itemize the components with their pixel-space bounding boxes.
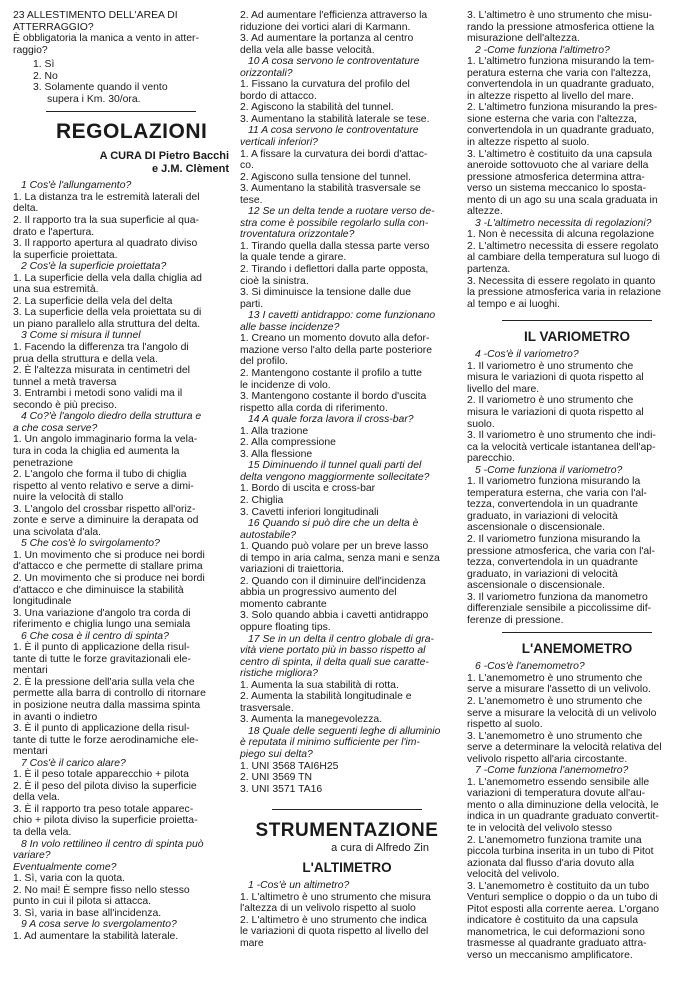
answer-line: 3. È il punto di applicazione della risul-: [13, 723, 190, 735]
answer-line: 3. Necessita di essere regolato in quanto: [467, 275, 656, 287]
answer-line: 3. L'altimetro è costituito da una capsula: [467, 148, 653, 160]
answer-line: 3. Ad aumentare la portanza al centro: [240, 33, 414, 45]
answer-line: 3. Mantengono costante il bordo d'uscita: [240, 391, 427, 403]
answer-line: peratura esterna che varia con l'altezza,: [467, 67, 651, 79]
answer-line: 3. Il variometro è uno strumento che indi-: [467, 430, 656, 442]
question-line: 7 Cos'è il carico alare?: [21, 757, 126, 769]
answer-line: 2. L'anemometro funziona tramite una: [467, 834, 642, 846]
question-line: 2 Cos'è la superficie proiettata?: [21, 261, 167, 273]
question-line: 3 Come si misura il tunnel: [21, 330, 141, 342]
answer-line: 2. Agiscono la stabilità del tunnel.: [240, 102, 394, 114]
column-1: [13, 10, 229, 942]
answer-line: 3. È il rapporto tra peso totale apparec-: [13, 803, 194, 815]
answer-line: 3. Alla flessione: [240, 448, 313, 460]
question-line: 5 -Come funziona il variometro?: [475, 464, 623, 476]
divider: [46, 111, 196, 112]
answer-line: 2. Tirando i deflettori dalla parte opposta,: [240, 264, 429, 276]
answer-line: in altezze rispetto al suolo.: [467, 137, 590, 149]
question-line: 18 Quale delle seguenti leghe di alluminio: [248, 725, 441, 737]
answer-line: tante di tutte le forze aerodinamiche ele-: [13, 734, 199, 746]
answer-line: serve a determinare la velocità relativa del: [467, 742, 662, 754]
question-line: alle basse incidenze?: [240, 321, 340, 333]
answer-line: 3. Aumentano la stabilità laterale se tese.: [240, 113, 430, 125]
answer-line: le variazioni di quota rispetto al livello del: [240, 926, 429, 938]
answer-line: graduato, in variazioni di velocità: [467, 568, 618, 580]
question-line: 1 -Cos'è un altimetro?: [248, 880, 350, 892]
answer-line: tezza, convertendola in un quadrante: [467, 499, 638, 511]
question-line: 4 -Cos'è il variometro?: [475, 349, 579, 361]
answer-line: 3. Aumenta la manegevolezza.: [240, 714, 383, 726]
answer-line: serve a misurare la velocità di un velivolo: [467, 707, 657, 719]
answer-line: 2. Chiglia: [240, 494, 284, 506]
question-line: 6 Che cosa è il centro di spinta?: [21, 630, 169, 642]
answer-line: di tempo in aria calma, senza mani e senza: [240, 552, 440, 564]
answer-line: piccola turbina inserita in un tubo di Pitot: [467, 846, 654, 858]
answer-line: prua della struttura e della vela.: [13, 353, 158, 365]
answer-line: 1. UNI 3568 TAI6H25: [240, 760, 339, 772]
column-2: [240, 10, 454, 949]
answer-line: livello del mare.: [467, 383, 540, 395]
answer-line: drato e l'apertura.: [13, 226, 95, 238]
answer-line: aneroide sottovuoto che al variare della: [467, 160, 649, 172]
answer-line: indica in un quadrante graduato convertit-: [467, 811, 659, 823]
answer-line: 3. Il variometro funziona da manometro: [467, 591, 648, 603]
answer-line: 1. A fissare la curvatura dei bordi d'attac-: [240, 148, 428, 160]
answer-line: 2. La superficie della vela del delta: [13, 295, 173, 307]
answer-line: in avanti o indietro: [13, 711, 98, 723]
question-line: Eventualmente come?: [13, 861, 117, 873]
lines-altimetro-cont: [467, 10, 687, 310]
answer-line: d'attacco e che permette di stallare prima: [13, 561, 203, 573]
answer-line: abbia un progressivo aumento del: [240, 587, 397, 599]
answer-line: rispetto al vento relativo e serve a dimi-: [13, 480, 194, 492]
answer-line: rando la pressione atmosferica ottiene la: [467, 21, 655, 33]
divider: [502, 320, 652, 321]
answer-line: in posizione neutra dalla massima spinta: [13, 699, 201, 711]
answer-line: zonte e serve a diminuire la derapata od: [13, 515, 199, 527]
answer-line: 1. La distanza tra le estremità laterali del: [13, 191, 200, 203]
answer-line: la superficie proiettata.: [13, 249, 118, 261]
answer-line: 2. Quando con il diminuire dell'incidenza: [240, 575, 426, 587]
section-title-strumentazione: STRUMENTAZIONE: [255, 820, 439, 842]
answer-line: azionata dal flusso d'aria dovuto alla: [467, 857, 635, 869]
question-line: orizzontali?: [240, 67, 293, 79]
answer-line: ca la velocità verticale istantanea dell'ap-: [467, 441, 656, 453]
answer-line: 1. Bordo di uscita e cross-bar: [240, 483, 376, 495]
answer-line: longitudinale: [13, 596, 72, 608]
answer-line: 2. L'altimetro è uno strumento che indica: [240, 914, 427, 926]
answer-line: 1. Facendo la differenza tra l'angolo di: [13, 342, 189, 354]
answer-line: 1. Non è necessita di alcuna regolazione: [467, 229, 655, 241]
answer-line: tunnel a metà traversa: [13, 376, 117, 388]
lines-variometro: [467, 349, 687, 626]
answer-line: 2. È la pressione dell'aria sulla vela che: [13, 676, 195, 688]
question-line: verticali inferiori?: [240, 137, 318, 149]
question-23-text-cont: raggio?: [13, 44, 48, 56]
answer-line: indicatore è costituito da una capsula: [467, 915, 638, 927]
answer-line: 2. Alla compressione: [240, 437, 336, 449]
answer-line: rispetto alla corda di riferimento.: [240, 402, 388, 414]
answer-line: 1. È il peso totale apparecchio + pilota: [13, 769, 189, 781]
answer-line: graduato, in variazioni di velocità: [467, 510, 618, 522]
answer-line: 3. L'anemometro è costituito da un tubo: [467, 880, 650, 892]
answer-line: 2. Ad aumentare l'efficienza attraverso la: [240, 10, 428, 21]
answer-line: 1. L'anemometro essendo sensibile alle: [467, 776, 650, 788]
answer-line: 2. Mantengono costante il profilo a tutte: [240, 367, 422, 379]
answer-line: riduzione dei vortici alari di Karmann.: [240, 21, 411, 33]
answer-line: oppure floating tips.: [240, 621, 331, 633]
answer-line: 2. Aumenta la stabilità longitudinale e: [240, 691, 412, 703]
answer-line: rispetto al suolo.: [467, 719, 543, 731]
answer-item: 1. Sì: [33, 59, 55, 71]
question-line: 11 A cosa servono le controventature: [248, 125, 419, 137]
answer-line: una scivolata d'ala.: [13, 526, 102, 538]
answer-line: 1. Il variometro è uno strumento che: [467, 360, 634, 372]
answer-line: 2. Il rapporto tra la sua superficie al qua-: [13, 215, 199, 227]
answer-line: mentari: [13, 746, 48, 758]
answer-line: differenziale sensibile a piccolissime dif-: [467, 603, 652, 615]
answer-line: 3. Si diminuisce la tensione dalle due: [240, 287, 411, 299]
answer-line: 2. Il variometro funziona misurando la: [467, 533, 641, 545]
answer-line: misurazione dell'altezza.: [467, 33, 580, 45]
question-line: a che cosa serve?: [13, 422, 98, 434]
answer-line: co.: [240, 160, 254, 172]
answer-line: 3. L'altimetro è uno strumento che misu-: [467, 10, 653, 21]
answer-line: 2. Agiscono sulla tensione del tunnel.: [240, 171, 411, 183]
answer-line: ta della vela.: [13, 827, 72, 838]
answer-line: bordo di attacco.: [240, 90, 317, 102]
question-line: autostabile?: [240, 529, 297, 541]
question-line: ristiche migliora?: [240, 668, 318, 680]
answer-line: 2. L'anemometro è uno strumento che: [467, 695, 643, 707]
question-23-heading-cont: ATTERRAGGIO?: [13, 21, 94, 33]
section-heading-altimetro: L'ALTIMETRO: [302, 860, 392, 876]
answer-line: 1. L'altimetro funziona misurando la tem-: [467, 56, 655, 68]
answer-line: del profilo.: [240, 356, 288, 368]
answer-line: 3. Sì, varia in base all'incidenza.: [13, 907, 162, 919]
answer-line: 1. Fissano la curvatura del profilo del: [240, 79, 410, 91]
answer-line: trasmesse al quadrante graduato attra-: [467, 938, 647, 950]
answer-line: tura in coda la chiglia ed aumenta la: [13, 445, 180, 457]
question-line: vità viene portato più in basso rispetto al: [240, 645, 426, 657]
question-line: variare?: [13, 850, 51, 862]
question-line: 8 In volo rettilineo il centro di spinta può: [21, 838, 204, 850]
answer-line: mare: [240, 937, 264, 949]
answer-line: 1. Un angolo immaginario forma la vela-: [13, 434, 198, 446]
answer-line: te in velocità del velivolo stesso: [467, 823, 612, 834]
answer-line: 2. No mai! È sempre fisso nello stesso: [13, 884, 190, 896]
answer-line: Pitot esposti alla corrente aerea. L'organo: [467, 903, 660, 915]
answer-line: 2. È l'altezza misurata in centimetri del: [13, 365, 190, 377]
question-line: 9 A cosa serve lo svergolamento?: [21, 919, 177, 931]
answer-line: della vela.: [13, 792, 60, 804]
answer-line: cioè la sinistra.: [240, 275, 309, 287]
answer-item: 3. Solamente quando il vento: [33, 82, 168, 94]
answer-line: 1. Il variometro funziona misurando la: [467, 476, 641, 488]
question-line: 17 Se in un delta il centro globale di gra-: [248, 633, 434, 645]
answer-line: delta.: [13, 203, 39, 215]
answer-item-cont: supera i Km. 30/ora.: [47, 93, 141, 105]
answer-line: partenza.: [467, 264, 511, 276]
section-author: a cura di Alfredo Zin: [331, 842, 429, 855]
question-line: 14 A quale forza lavora il cross-bar?: [248, 414, 414, 426]
answer-line: chio + pilota diviso la superficie proietta-: [13, 815, 198, 827]
lines-altimetro: [240, 880, 454, 949]
answer-line: 1. Ad aumentare la stabilità laterale.: [13, 930, 179, 942]
answer-line: al cambiare della temperatura sul luogo di: [467, 252, 660, 264]
question-line: 6 -Cos'è l'anemometro?: [475, 661, 585, 673]
lines-regolazioni-cont: [240, 10, 454, 795]
question-line: 13 I cavetti antidrappo: come funzionano: [248, 310, 436, 322]
answer-line: 2. Un movimento che si produce nei bordi: [13, 572, 205, 584]
question-line: troventatura orizzontale?: [240, 229, 355, 241]
section-heading-anemometro: L'ANEMOMETRO: [521, 641, 633, 657]
question-line: delta vengono maggiormente sollecitate?: [240, 471, 430, 483]
answer-line: suolo.: [467, 418, 495, 430]
section-heading-variometro: IL VARIOMETRO: [523, 329, 630, 345]
answer-line: verso un meccanismo amplificatore.: [467, 950, 633, 962]
question-line: 16 Quando si può dire che un delta è: [248, 518, 419, 530]
answer-line: temperatura esterna, che varia con l'al-: [467, 487, 647, 499]
divider: [502, 632, 652, 633]
answer-line: 2. L'altimetro funziona misurando la pres-: [467, 102, 658, 114]
answer-line: nuire la velocità di stallo: [13, 492, 124, 504]
answer-line: 1. Tirando quella dalla stessa parte verso: [240, 240, 430, 252]
answer-line: le incidenze di volo.: [240, 379, 331, 391]
question-line: 12 Se un delta tende a ruotare verso de-: [248, 206, 435, 218]
answer-line: 1. Un movimento che si produce nei bordi: [13, 549, 205, 561]
question-23-heading: 23 ALLESTIMENTO DELL'AREA DI: [13, 10, 178, 21]
answer-line: altezze.: [467, 206, 503, 218]
answer-line: misura le variazioni di quota rispetto al: [467, 372, 644, 384]
author-line-2: e J.M. Clèment: [151, 162, 229, 175]
answer-line: permette alla barra di controllo di ritornare: [13, 688, 206, 700]
answer-line: sione esterna che varia con l'altezza,: [467, 113, 638, 125]
answer-line: ascensionale o discensionale.: [467, 580, 606, 592]
answer-line: 3. Cavetti inferiori longitudinali: [240, 506, 379, 518]
answer-line: 1. Creano un momento dovuto alla defor-: [240, 333, 430, 345]
answer-line: tante di tutte le forze gravitazionali ele-: [13, 653, 191, 665]
answer-line: una sua estremità.: [13, 284, 99, 296]
answer-line: tezza, convertendola in un quadrante: [467, 557, 638, 569]
answer-line: 2. L'altimetro necessita di essere regolato: [467, 240, 659, 252]
answer-line: variazioni di temperatura dovute all'au-: [467, 788, 646, 800]
question-line: 2 -Come funziona l'altimetro?: [475, 44, 610, 56]
answer-line: 3. UNI 3571 TA16: [240, 783, 323, 795]
answer-line: ferenze di pressione.: [467, 614, 564, 626]
answer-line: 1. La superficie della vela dalla chiglia ad: [13, 272, 202, 284]
answer-line: un piano parallelo alla struttura del delta.: [13, 318, 201, 330]
answer-line: variazioni di traiettoria.: [240, 564, 344, 576]
lines-regolazioni: [13, 180, 229, 942]
answer-line: ascensionale o discensionale.: [467, 522, 606, 534]
answer-line: 3. Il rapporto apertura al quadrato diviso: [13, 238, 198, 250]
question-line: 4 Co?'è l'angolo diedro della struttura e: [21, 411, 202, 423]
answer-line: punto in cui il pilota si attacca.: [13, 896, 152, 908]
answer-line: d'attacco e che diminuisce la stabilità: [13, 584, 184, 596]
author-line-1: A CURA DI Pietro Bacchi: [99, 150, 229, 163]
question-line: stra come è possibile regolarlo sulla con-: [240, 217, 429, 229]
answer-line: convertendola in un quadrante graduato,: [467, 79, 655, 91]
question-23-answers: [33, 59, 229, 105]
question-line: centro di spinta, il delta quali sue caratte-: [240, 656, 429, 668]
answer-line: tese.: [240, 194, 263, 206]
answer-line: 2. Il variometro è uno strumento che: [467, 395, 634, 407]
answer-line: 3. Entrambi i metodi sono validi ma il: [13, 388, 183, 400]
question-line: 5 Che cos'è lo svirgolamento?: [21, 538, 160, 550]
answer-line: parti.: [240, 298, 264, 310]
answer-line: pressione atmosferica determina attra-: [467, 171, 645, 183]
answer-line: parecchio.: [467, 453, 515, 465]
answer-line: mento di un ago su una scala graduata in: [467, 194, 658, 206]
question-23-text: È obbligatoria la manica a vento in atter-: [13, 33, 199, 45]
divider: [272, 809, 422, 810]
answer-line: mentari: [13, 665, 48, 677]
answer-line: 1. Sì, varia con la quota.: [13, 873, 126, 885]
answer-line: 2. L'angolo che forma il tubo di chiglia: [13, 469, 187, 481]
answer-line: 2. UNI 3569 TN: [240, 772, 312, 784]
answer-line: Venturi semplice o doppio o da un tubo di: [467, 892, 658, 904]
answer-line: 3. Aumentano la stabilità trasversale se: [240, 183, 421, 195]
answer-line: 1. Quando può volare per un breve lasso: [240, 541, 429, 553]
question-line: piego sui delta?: [240, 749, 313, 760]
answer-line: in altezze rispetto al livello del mare.: [467, 90, 634, 102]
question-line: è reputata il minimo sufficiente per l'im-: [240, 737, 420, 749]
column-3: [467, 10, 687, 962]
answer-line: convertendola in un quadrante graduato,: [467, 125, 655, 137]
question-line: 7 -Come funziona l'anemometro?: [475, 765, 629, 777]
answer-line: 1. L'altimetro è uno strumento che misura: [240, 891, 431, 903]
answer-line: la pressione atmosferica varia in relazione: [467, 287, 662, 299]
answer-line: velocità del velivolo.: [467, 869, 560, 881]
answer-line: riferimento e chiglia lungo una semiala: [13, 619, 191, 631]
answer-line: della vela alle basse velocità.: [240, 44, 375, 56]
answer-line: 3. L'angolo del crossbar rispetto all'oriz-: [13, 503, 196, 515]
answer-line: mento o alla diminuzione della velocità, le: [467, 799, 659, 811]
answer-line: serve a misurare l'assetto di un velivolo.: [467, 684, 651, 696]
answer-line: verso un sistema meccanico lo sposta-: [467, 183, 647, 195]
answer-line: al tempo e ai luoghi.: [467, 298, 560, 310]
answer-line: 2. È il peso del pilota diviso la superficie: [13, 780, 197, 792]
answer-line: 3. L'anemometro è uno strumento che: [467, 730, 643, 742]
question-line: 3 -L'altimetro necessita di regolazioni?: [475, 217, 652, 229]
section-title-regolazioni: REGOLAZIONI: [56, 120, 208, 144]
answer-line: velivolo rispetto all'aria circostante.: [467, 753, 628, 765]
answer-line: 3. La superficie della vela proiettata su di: [13, 307, 202, 319]
question-line: 1 Cos'è l'allungamento?: [21, 180, 132, 192]
answer-line: 1. L'anemometro è uno strumento che: [467, 672, 643, 684]
lines-anemometro: [467, 661, 687, 961]
answer-line: momento cabrante: [240, 598, 327, 610]
answer-line: secondo è più preciso.: [13, 399, 117, 411]
answer-line: 3. Una variazione d'angolo tra corda di: [13, 607, 191, 619]
answer-line: l'altezza di un velivolo rispetto al suolo: [240, 903, 416, 915]
answer-line: pressione atmosferica, che varia con l'al-: [467, 545, 655, 557]
answer-line: 1. È il punto di applicazione della risul-: [13, 642, 190, 654]
answer-item: 2. No: [33, 70, 58, 82]
answer-line: la quale tende a girare.: [240, 252, 347, 264]
answer-line: trasversale.: [240, 702, 294, 714]
answer-line: 3. Solo quando abbia i cavetti antidrappo: [240, 610, 429, 622]
answer-line: manometrica, le cui deformazioni sono: [467, 926, 645, 938]
answer-line: misura le variazioni di quota rispetto al: [467, 406, 644, 418]
question-line: 15 Diminuendo il tunnel quali parti del: [248, 460, 422, 472]
answer-line: 1. Alla trazione: [240, 425, 309, 437]
answer-line: 1. Aumenta la sua stabilità di rotta.: [240, 679, 399, 691]
answer-line: penetrazione: [13, 457, 74, 469]
question-line: 10 A cosa servono le controventature: [248, 56, 420, 68]
answer-line: mazione verso l'alto della parte posteriore: [240, 344, 433, 356]
